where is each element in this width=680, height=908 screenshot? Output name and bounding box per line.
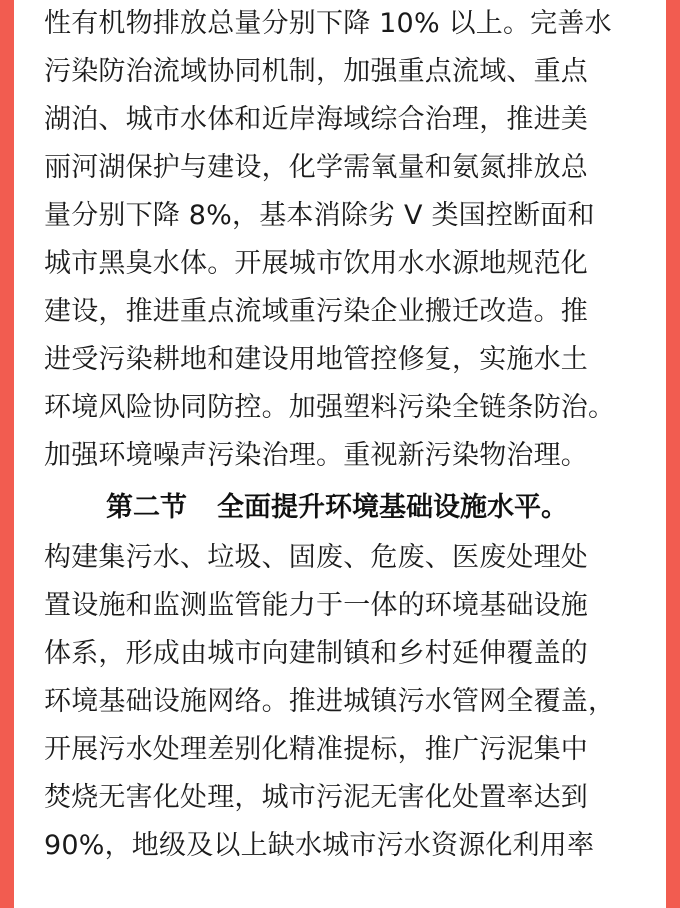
text-line: 建设，推进重点流域重污染企业搬迁改造。推 [44, 296, 588, 327]
text-line: 丽河湖保护与建设，化学需氧量和氨氮排放总 [44, 152, 588, 183]
text-line: 量分别下降 8%，基本消除劣 V 类国控断面和 [44, 200, 595, 231]
text-line: 90%，地级及以上缺水城市污水资源化利用率 [44, 830, 595, 861]
text-line: 构建集污水、垃圾、固废、危废、医废处理处 [44, 542, 588, 573]
text-line: 性有机物排放总量分别下降 10% 以上。完善水 [44, 8, 612, 39]
text-line: 环境基础设施网络。推进城镇污水管网全覆盖， [44, 686, 616, 717]
text-line: 城市黑臭水体。开展城市饮用水水源地规范化 [44, 248, 588, 279]
text-line: 加强环境噪声污染治理。重视新污染物治理。 [44, 440, 588, 471]
text-line: 焚烧无害化处理，城市污泥无害化处置率达到 [44, 782, 588, 813]
text-line: 体系，形成由城市向建制镇和乡村延伸覆盖的 [44, 638, 588, 669]
text-line: 进受污染耕地和建设用地管控修复，实施水土 [44, 344, 588, 375]
section-number: 第二节 [106, 492, 187, 523]
text-line: 环境风险协同防控。加强塑料污染全链条防治。 [44, 392, 616, 423]
section-heading [106, 484, 568, 532]
document-page [14, 0, 666, 908]
section-title: 全面提升环境基础设施水平。 [217, 492, 568, 523]
text-line: 置设施和监测监管能力于一体的环境基础设施 [44, 590, 588, 621]
text-line: 开展污水处理差别化精准提标，推广污泥集中 [44, 734, 588, 765]
text-line: 污染防治流域协同机制，加强重点流域、重点 [44, 56, 588, 87]
text-line: 湖泊、城市水体和近岸海域综合治理，推进美 [44, 104, 588, 135]
